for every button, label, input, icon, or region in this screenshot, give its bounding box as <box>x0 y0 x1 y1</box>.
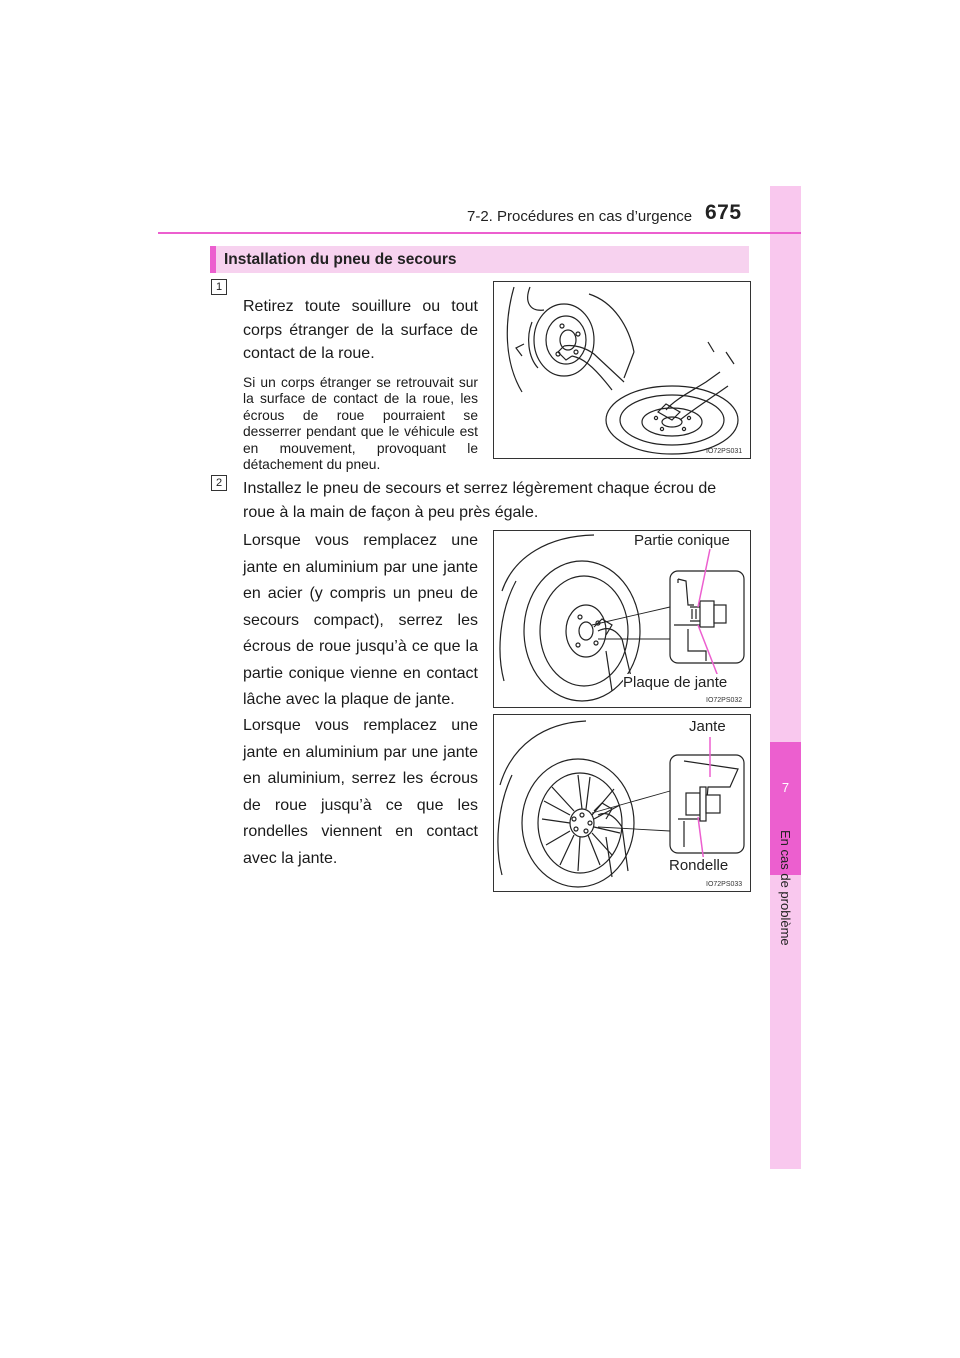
callout-jante: Jante <box>689 718 726 735</box>
figure-clean-hub-drawing <box>494 282 750 458</box>
step-2-text: Installez le pneu de secours et serrez légèrement chaque écrou de roue à la main de façon à peu près égale. <box>243 480 717 521</box>
chapter-number: 7 <box>781 780 790 795</box>
step-1-text: Retirez toute souillure ou tout corps étranger de la surface de contact de la roue. <box>243 298 478 362</box>
callout-rondelle: Rondelle <box>669 857 729 874</box>
figure-clean-hub <box>493 281 751 459</box>
step-number-1: 1 <box>211 279 227 295</box>
header-rule <box>158 232 801 234</box>
chapter-label-wrap <box>772 830 800 946</box>
step-1-note: Si un corps étranger se retrouvait sur la surface de contact de la roue, les écrous de roue pourraient se desserrer pendant que le véhicule est en mouvement, provoquant le détachement du pneu. <box>243 375 478 473</box>
figure-2-code: IO72PS032 <box>706 697 743 704</box>
callout-partie-conique: Partie conique <box>634 532 730 549</box>
step-2-para-alu: Lorsque vous remplacez une jante en aluminium par une jante en aluminium, serrez les écrous de roue jusqu’à ce que les rondelles viennent en contact avec la jante. <box>243 717 478 867</box>
figure-1-code: IO72PS031 <box>706 448 743 455</box>
callout-plaque-de-jante: Plaque de jante <box>623 674 728 691</box>
chapter-label: En cas de problème <box>778 830 793 946</box>
step-number-2: 2 <box>211 475 227 491</box>
chapter-side-tab <box>770 186 801 1169</box>
section-title: Installation du pneu de secours <box>224 251 457 268</box>
page-number: 675 <box>705 201 742 224</box>
chapter-title: 7-2. Procédures en cas d’urgence <box>467 208 693 225</box>
figure-3-code: IO72PS033 <box>706 881 743 888</box>
step-2-para-steel: Lorsque vous remplacez une jante en aluminium par une jante en acier (y compris un pneu de secours compact), serrez les écrous de roue jusqu’à ce que la partie conique vienne en contact lâche avec la plaque de jante. <box>243 532 478 708</box>
